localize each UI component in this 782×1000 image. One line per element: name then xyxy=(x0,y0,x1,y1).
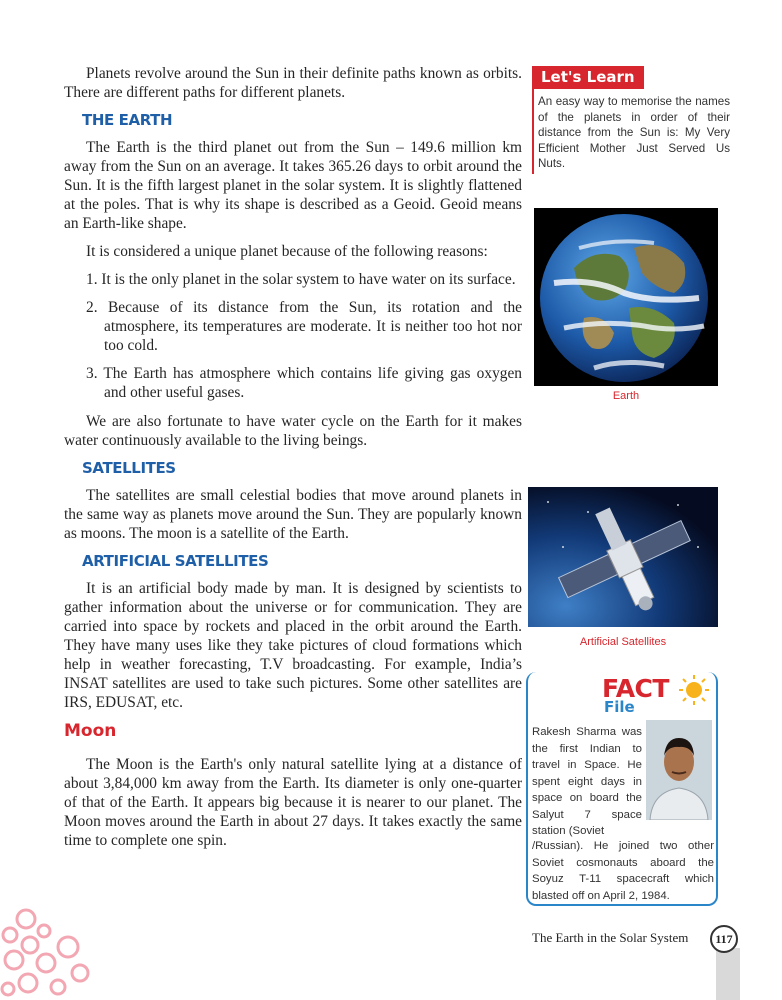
satellite-caption: Artificial Satellites xyxy=(579,636,667,648)
earth-heading: THE EARTH xyxy=(82,111,173,129)
fact-file-box xyxy=(526,672,718,906)
lets-learn-text: An easy way to memorise the names of the planets in order of their distance from the Sun is: My Very Efficient Mother Just Served Us Nuts. xyxy=(532,89,730,174)
page-tab xyxy=(716,948,740,1000)
earth-paragraph-2: It is considered a unique planet because of the following reasons: xyxy=(86,243,488,260)
moon-heading: Moon xyxy=(64,721,117,741)
satellites-heading: SATELLITES xyxy=(82,459,176,477)
bubbles-decoration-icon xyxy=(0,905,110,1000)
chapter-title: The Earth in the Solar System xyxy=(532,930,689,945)
sun-icon xyxy=(678,674,710,706)
reason-item: 3. The Earth has atmosphere which contains life giving gas oxygen and other useful gases. xyxy=(86,365,522,401)
fact-subtitle: File xyxy=(604,698,635,716)
fact-text-top: Rakesh Sharma was the first Indian to travel in Space. He spent eight days in space on board the Salyut 7 space station (Soviet xyxy=(532,726,642,837)
reasons-list xyxy=(86,270,522,402)
lets-learn-box xyxy=(532,66,730,174)
artificial-satellites-paragraph: It is an artificial body made by man. It is designed by scientists to gather information about the universe or for communication. They are carried into space by rockets and placed in the orbit around the Earth. They have many uses like they take pictures of cloud formations which help in weather forecasting, T.V broadcasting. For example, India’s INSAT satellites are used to take such pictures. Some other satellites are IRS, EDUSAT, etc. xyxy=(64,580,522,711)
satellites-paragraph: The satellites are small celestial bodies that move around planets in the same way as planets move around the Sun. They are popularly known as moons. The moon is a satellite of the Earth. xyxy=(64,487,522,542)
reason-item: 2. Because of its distance from the Sun, its rotation and the atmosphere, its temperatures are moderate. It is neither too hot nor too cold. xyxy=(86,299,522,354)
earth-paragraph-3: We are also fortunate to have water cycle on the Earth for it makes water continuously available to the living beings. xyxy=(64,413,522,449)
earth-image xyxy=(534,208,718,386)
reason-item: 1. It is the only planet in the solar system to have water on its surface. xyxy=(86,271,516,288)
earth-paragraph-1: The Earth is the third planet out from the Sun – 149.6 million km away from the Sun on an average. It takes 365.26 days to orbit around the Sun. It is the fifth largest planet in the solar system. It is slightly flattened at the poles. That is why its shape is described as a Geoid. Geoid means an Earth-like shape. xyxy=(64,139,522,232)
moon-paragraph: The Moon is the Earth's only natural satellite lying at a distance of about 3,84,000 km away from the Earth. Its diameter is only one-quarter of that of the Earth. It appears big because it is nearer to our planet. The Moon moves around the Earth in about 27 days. It takes exactly the same time to complete one spin. xyxy=(64,756,522,849)
artificial-satellites-heading: ARTIFICIAL SATELLITES xyxy=(82,552,269,570)
fact-title: FACT xyxy=(602,674,669,703)
lets-learn-title: Let's Learn xyxy=(532,66,644,89)
page-number: 117 xyxy=(710,925,738,953)
main-column xyxy=(64,64,522,859)
fact-text-bottom: /Russian). He joined two other Soviet cosmonauts aboard the Soyuz T-11 spacecraft which blasted off on April 2, 1984. xyxy=(532,840,714,902)
earth-caption: Earth xyxy=(612,390,640,402)
artificial-satellite-image xyxy=(528,487,718,627)
intro-paragraph: Planets revolve around the Sun in their definite paths known as orbits. There are different paths for different planets. xyxy=(64,65,522,101)
earth-globe-icon xyxy=(534,208,718,386)
astronaut-portrait xyxy=(646,720,712,820)
space-station-icon xyxy=(528,487,718,627)
astronaut-icon xyxy=(646,720,712,820)
